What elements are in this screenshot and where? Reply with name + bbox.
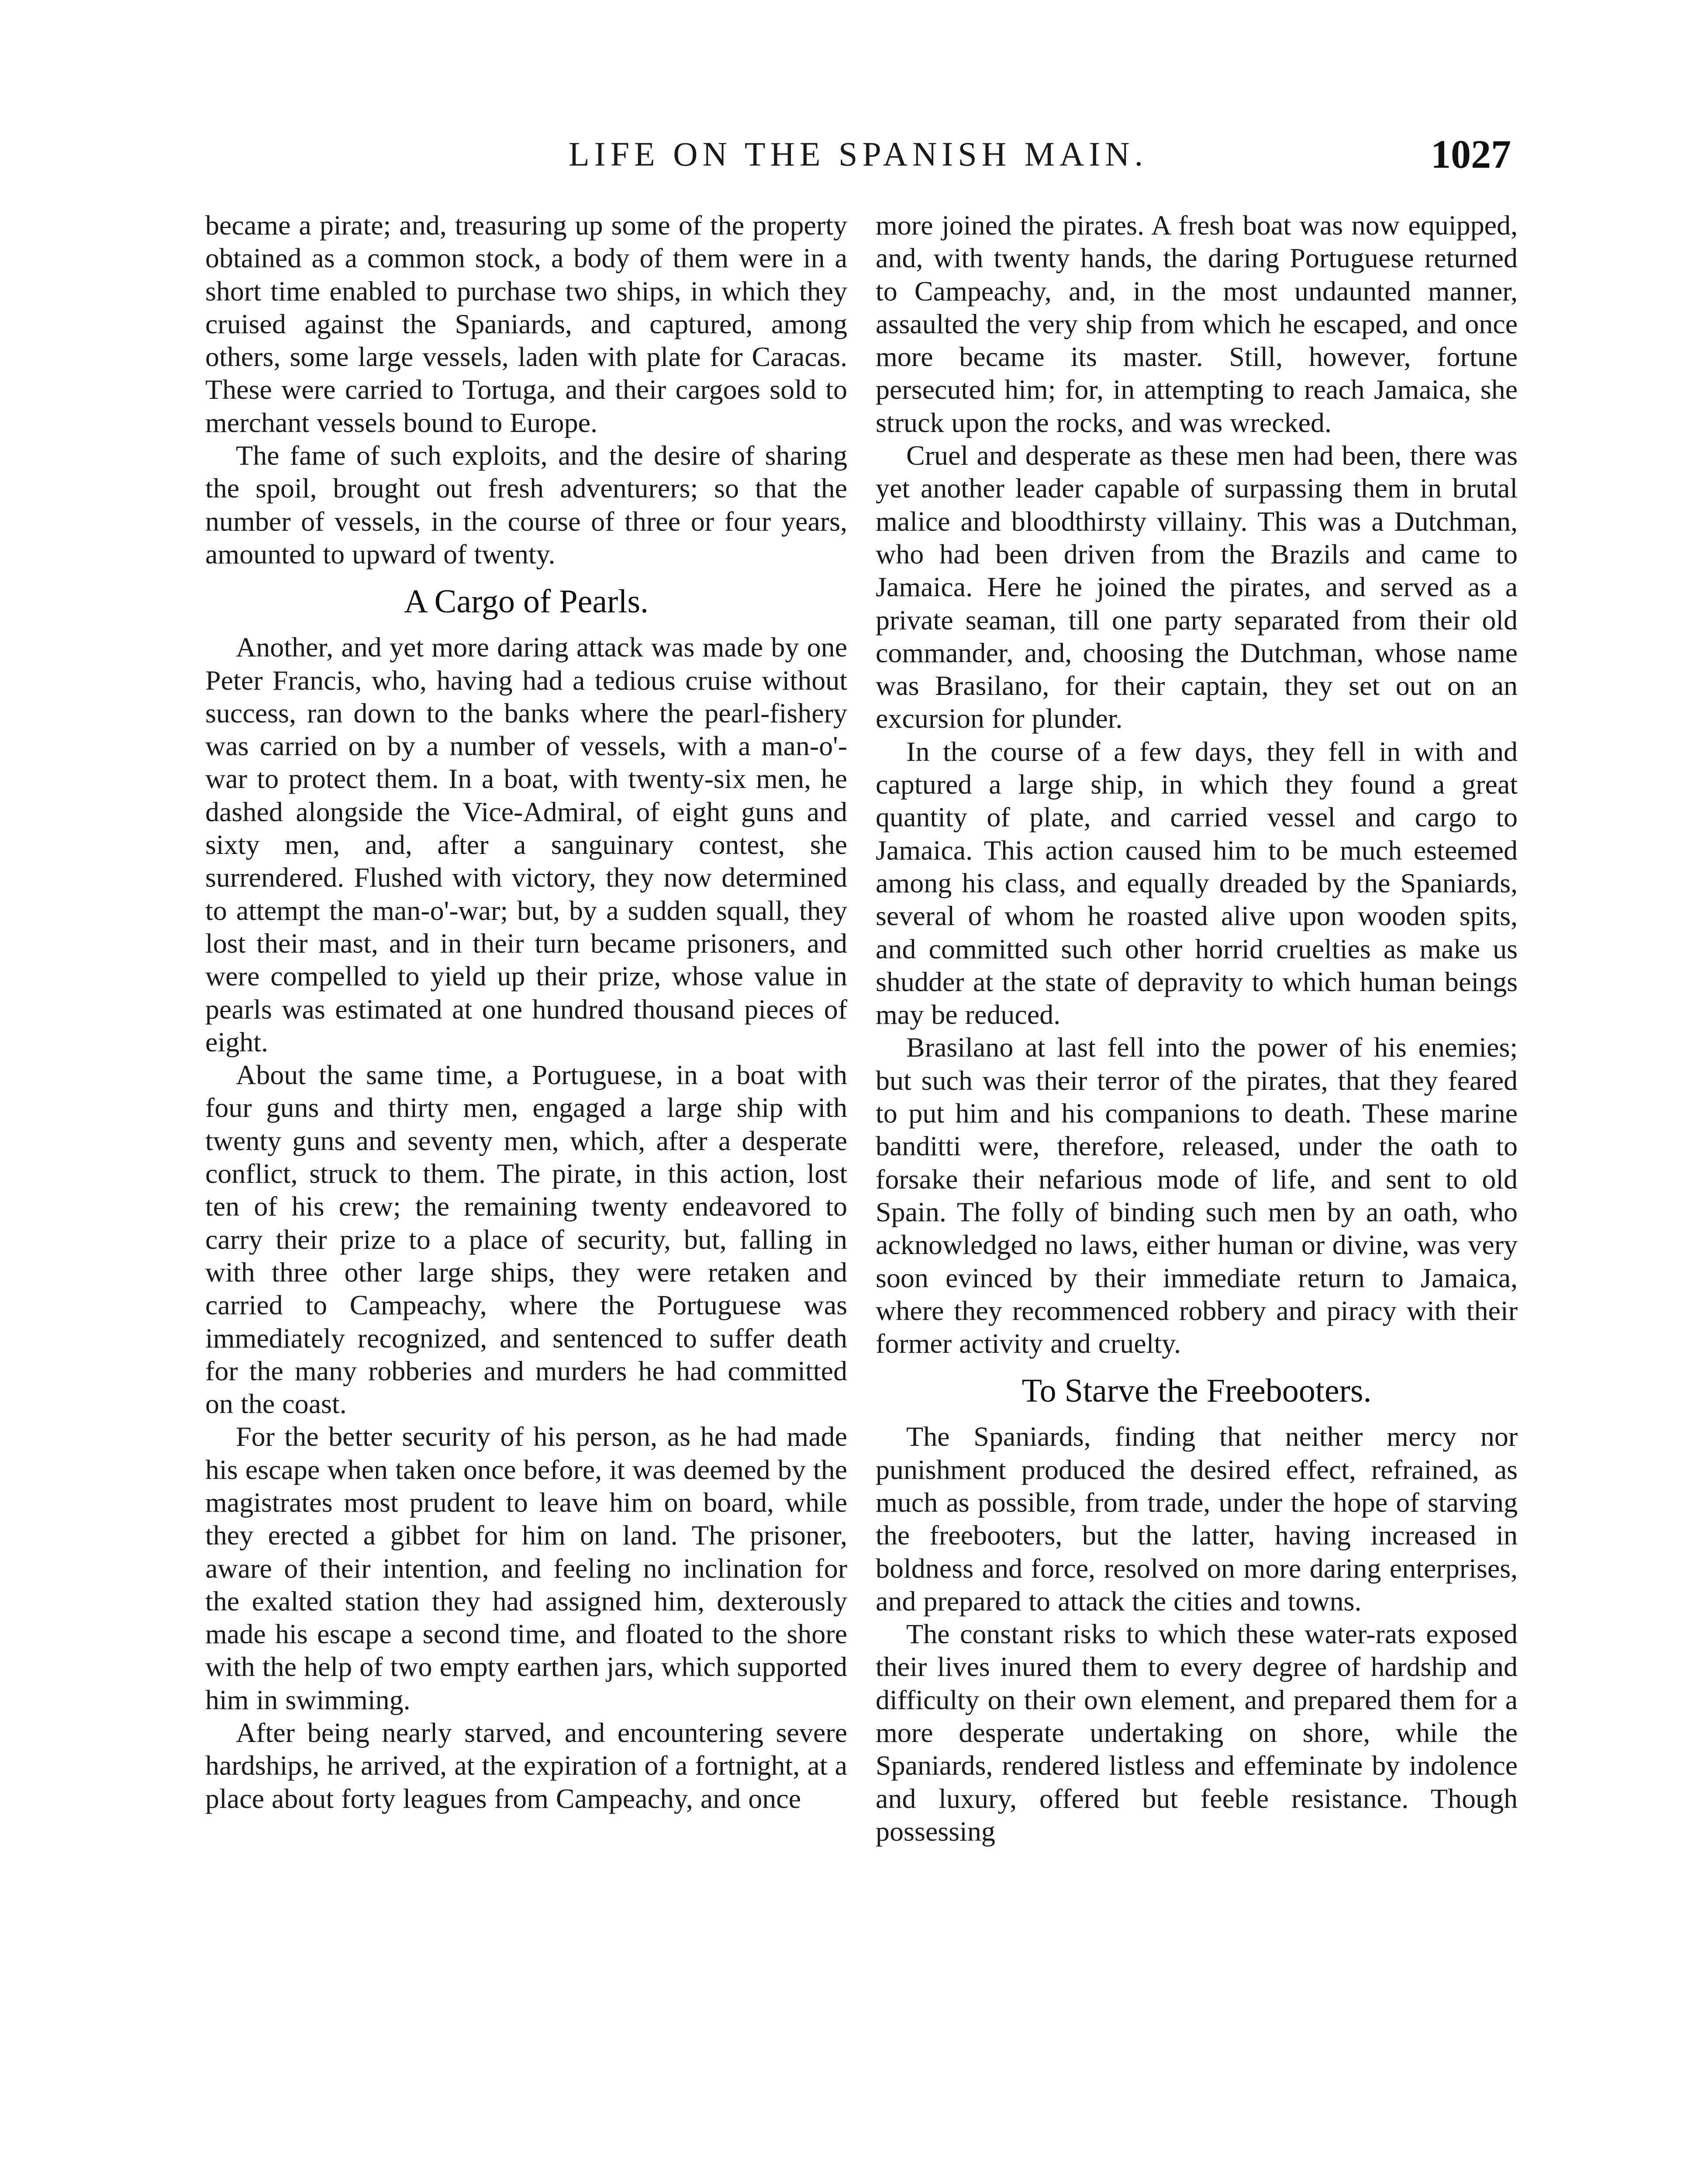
paragraph: In the course of a few days, they fell in with and captured a large ship, in which they found a great quantity of plate, and carried vessel and cargo to Jamaica. This action caused him to be much esteemed among his class, and equally dreaded by the Spaniards, several of whom he roasted alive upon wooden spits, and committed such other horrid cruelties as make us shudder at the state of depravity to which human beings may be reduced.	[876, 736, 1518, 1030]
paragraph: For the better security of his person, as he had made his escape when taken once before, it was deemed by the magistrates most prudent to leave him on board, while they erected a gibbet for him on land. The prisoner, aware of their intention, and feeling no inclination for the exalted station they had assigned him, dexterously made his escape a second time, and floated to the shore with the help of two empty earthen jars, which supported him in swimming.	[205, 1421, 847, 1715]
running-title: LIFE ON THE SPANISH MAIN.	[569, 135, 1148, 173]
paragraph: Cruel and desperate as these men had been, there was yet another leader capable of surpassing them in brutal malice and bloodthirsty villainy. This was a Dutchman, who had been driven from the Brazils and came to Jamaica. Here he joined the pirates, and served as a private seaman, till one party separated from their old commander, and, choosing the Dutchman, whose name was Brasilano, for their captain, they set out on an excursion for plunder.	[876, 440, 1518, 734]
running-head	[205, 131, 1511, 192]
section-heading: To Starve the Freebooters.	[1022, 1372, 1372, 1410]
paragraph: About the same time, a Portuguese, in a boat with four guns and thirty men, engaged a large ship with twenty guns and seventy men, which, after a desperate conflict, struck to them. The pirate, in this action, lost ten of his crew; the remaining twenty endeavored to carry their prize to a place of security, but, falling in with three other large ships, they were retaken and carried to Campeachy, where the Portuguese was immediately recognized, and sentenced to suffer death for the many robberies and murders he had committed on the coast.	[205, 1059, 847, 1420]
right-column	[876, 209, 1518, 2184]
section-heading: A Cargo of Pearls.	[404, 583, 649, 620]
paragraph: Brasilano at last fell into the power of his enemies; but such was their terror of the pirates, that they feared to put him and his companions to death. These marine banditti were, therefore, released, under the oath to forsake their nefarious mode of life, and sent to old Spain. The folly of binding such men by an oath, who acknowledged no laws, either human or divine, was very soon evinced by their immediate return to Jamaica, where they recommenced robbery and piracy with their former activity and cruelty.	[876, 1032, 1518, 1359]
paragraph: The fame of such exploits, and the desire of sharing the spoil, brought out fresh adventurers; so that the number of vessels, in the course of three or four years, amounted to upward of twenty.	[205, 440, 847, 570]
page-number: 1027	[1431, 132, 1511, 176]
paragraph: The constant risks to which these water-rats exposed their lives inured them to every degree of hardship and difficulty on their own element, and prepared them for a more desperate undertaking on shore, while the Spaniards, rendered listless and effeminate by indolence and luxury, offered but feeble resistance. Though possessing	[876, 1618, 1518, 1847]
left-column	[205, 209, 847, 2184]
paragraph: more joined the pirates. A fresh boat was now equipped, and, with twenty hands, the daring Portuguese returned to Campeachy, and, in the most undaunted manner, assaulted the very ship from which he escaped, and once more became its master. Still, however, fortune persecuted him; for, in attempting to reach Jamaica, she struck upon the rocks, and was wrecked.	[876, 210, 1518, 438]
paragraph: became a pirate; and, treasuring up some of the property obtained as a common stock, a body of them were in a short time enabled to purchase two ships, in which they cruised against the Spaniards, and captured, among others, some large vessels, laden with plate for Caracas. These were carried to Tortuga, and their cargoes sold to merchant vessels bound to Europe.	[205, 210, 847, 438]
paragraph: The Spaniards, finding that neither mercy nor punishment produced the desired effect, refrained, as much as possible, from trade, under the hope of starving the freebooters, but the latter, having increased in boldness and force, resolved on more daring enterprises, and prepared to attack the cities and towns.	[876, 1421, 1518, 1617]
paragraph: After being nearly starved, and encountering severe hardships, he arrived, at the expiration of a fortnight, at a place about forty leagues from Campeachy, and once	[205, 1717, 847, 1814]
paragraph: Another, and yet more daring attack was made by one Peter Francis, who, having had a tedious cruise without success, ran down to the banks where the pearl-fishery was carried on by a number of vessels, with a man-o'-war to protect them. In a boat, with twenty-six men, he dashed alongside the Vice-Admiral, of eight guns and sixty men, and, after a sanguinary contest, she surrendered. Flushed with victory, they now determined to attempt the man-o'-war; but, by a sudden squall, they lost their mast, and in their turn became prisoners, and were compelled to yield up their prize, whose value in pearls was estimated at one hundred thousand pieces of eight.	[205, 632, 847, 1057]
